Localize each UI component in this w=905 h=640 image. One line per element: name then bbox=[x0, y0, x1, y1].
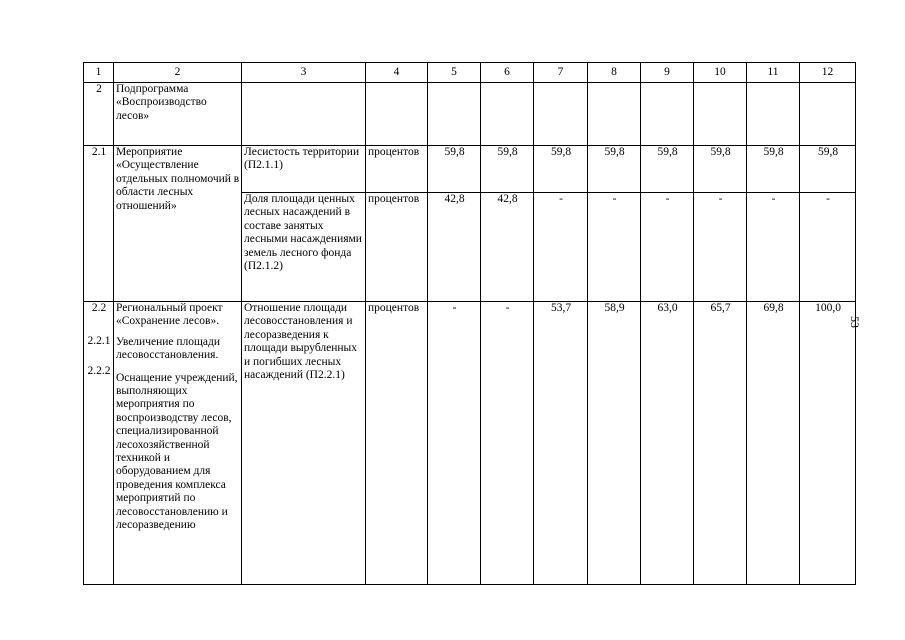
indicator-unit: процентов bbox=[366, 302, 428, 585]
indicator-name: Отношение площади лесовосстановления и лесоразведения к площади вырубленных и погибших лесных насаждений (П2.2.1) bbox=[242, 302, 366, 585]
indicator-name: Лесистость территории (П2.1.1) bbox=[242, 146, 366, 193]
value-cell: 59,8 bbox=[588, 146, 641, 193]
value-cell: 58,9 bbox=[588, 302, 641, 585]
value-cell: - bbox=[641, 193, 694, 302]
value-cell: - bbox=[588, 193, 641, 302]
empty-cell bbox=[588, 83, 641, 146]
empty-cell bbox=[428, 83, 481, 146]
header-cell: 11 bbox=[747, 63, 800, 83]
value-cell: 42,8 bbox=[428, 193, 481, 302]
table-row-subprogram bbox=[84, 83, 856, 146]
row-name: Региональный проект «Сохранение лесов». bbox=[116, 302, 223, 328]
empty-cell bbox=[366, 83, 428, 146]
table-row-2-1-indicator-1 bbox=[84, 146, 856, 193]
row-number: 2.2.2 bbox=[87, 364, 111, 377]
row-name: Подпрограмма «Воспроизводство лесов» bbox=[114, 83, 242, 146]
value-cell: 100,0 bbox=[800, 302, 856, 585]
row-names bbox=[114, 302, 242, 585]
row-number: 2.2 bbox=[91, 302, 107, 314]
value-cell: 59,8 bbox=[534, 146, 588, 193]
indicator-unit: процентов bbox=[366, 146, 428, 193]
value-cell: 59,8 bbox=[641, 146, 694, 193]
header-cell: 6 bbox=[481, 63, 534, 83]
value-cell: 59,8 bbox=[694, 146, 747, 193]
header-cell: 7 bbox=[534, 63, 588, 83]
page-number: 53 bbox=[848, 316, 862, 328]
value-cell: - bbox=[747, 193, 800, 302]
indicator-name: Доля площади ценных лесных насаждений в составе занятых лесными насаждениями земель лесного фонда (П2.1.2) bbox=[242, 193, 366, 302]
value-cell: 42,8 bbox=[481, 193, 534, 302]
header-cell: 5 bbox=[428, 63, 481, 83]
row-name: Увеличение площади лесовосстановления. bbox=[116, 335, 220, 362]
header-cell: 9 bbox=[641, 63, 694, 83]
indicators-table bbox=[83, 62, 856, 585]
header-cell: 3 bbox=[242, 63, 366, 83]
value-cell: 59,8 bbox=[747, 146, 800, 193]
value-cell: 63,0 bbox=[641, 302, 694, 585]
value-cell: 59,8 bbox=[800, 146, 856, 193]
value-cell: 59,8 bbox=[481, 146, 534, 193]
header-cell: 2 bbox=[114, 63, 242, 83]
empty-cell bbox=[747, 83, 800, 146]
row-numbers bbox=[84, 302, 114, 585]
value-cell: 65,7 bbox=[694, 302, 747, 585]
empty-cell bbox=[242, 83, 366, 146]
table-row-2-2 bbox=[84, 302, 856, 585]
value-cell: - bbox=[428, 302, 481, 585]
empty-cell bbox=[534, 83, 588, 146]
value-cell: 59,8 bbox=[428, 146, 481, 193]
header-cell: 12 bbox=[800, 63, 856, 83]
row-name: Мероприятие «Осуществление отдельных полномочий в области лесных отношений» bbox=[114, 146, 242, 302]
header-cell: 1 bbox=[84, 63, 114, 83]
row-number: 2.2.1 bbox=[87, 335, 111, 348]
row-number: 2.1 bbox=[84, 146, 114, 302]
row-number: 2 bbox=[84, 83, 114, 146]
value-cell: - bbox=[800, 193, 856, 302]
value-cell: 69,8 bbox=[747, 302, 800, 585]
header-cell: 4 bbox=[366, 63, 428, 83]
empty-cell bbox=[481, 83, 534, 146]
empty-cell bbox=[694, 83, 747, 146]
header-cell: 10 bbox=[694, 63, 747, 83]
header-cell: 8 bbox=[588, 63, 641, 83]
header-row bbox=[84, 63, 856, 83]
value-cell: 53,7 bbox=[534, 302, 588, 585]
value-cell: - bbox=[694, 193, 747, 302]
indicator-unit: процентов bbox=[366, 193, 428, 302]
empty-cell bbox=[800, 83, 856, 146]
value-cell: - bbox=[481, 302, 534, 585]
value-cell: - bbox=[534, 193, 588, 302]
empty-cell bbox=[641, 83, 694, 146]
row-name: Оснащение учреждений, выполняющих мероприятия по воспроизводству лесов, специализированной лесохозяйственной техникой и оборудованием для проведения комплекса мероприятий по лесовосстановлению и лесоразведению bbox=[116, 371, 238, 532]
